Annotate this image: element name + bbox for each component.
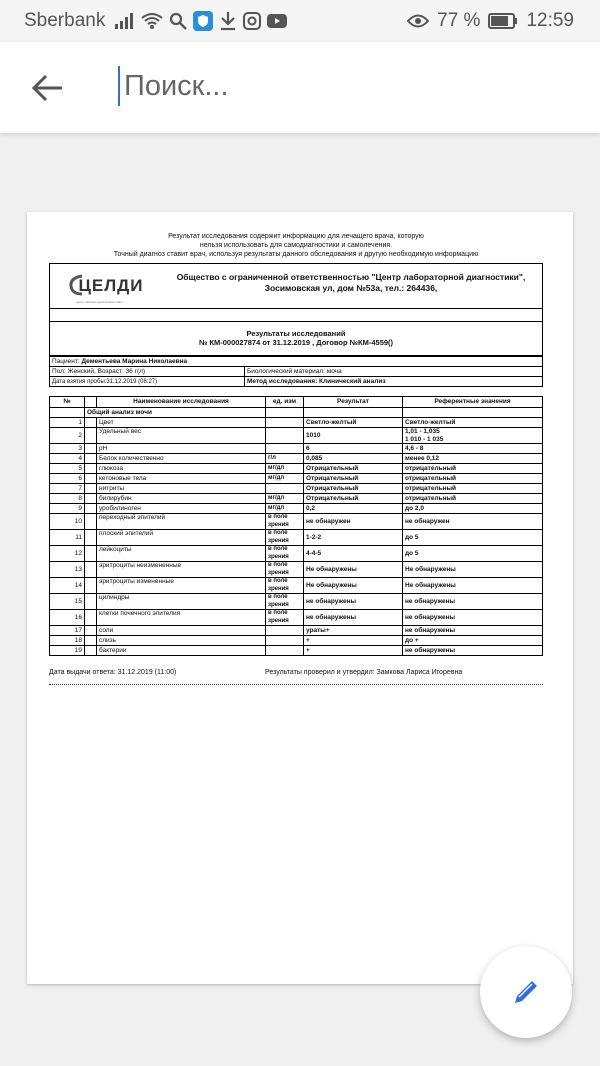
row-name: слизь — [97, 636, 266, 646]
row-number: 19 — [50, 646, 85, 656]
result-row — [50, 464, 543, 474]
row-result: не обнаружен — [304, 514, 403, 530]
row-number: 4 — [50, 454, 85, 464]
row-unit: в поле зрения — [266, 610, 304, 626]
row-name: Белок количественно — [97, 454, 266, 464]
row-reference: не обнаружены — [403, 594, 543, 610]
row-unit: в поле зрения — [266, 562, 304, 578]
row-name: билирубин — [97, 494, 266, 504]
row-number: 6 — [50, 474, 85, 484]
row-number: 16 — [50, 610, 85, 626]
search-icon — [169, 12, 187, 30]
sex-age: Пол: Женский, Возраст: 36 г(л) — [50, 367, 245, 377]
result-row — [50, 514, 543, 530]
row-result: 4-4-5 — [304, 546, 403, 562]
result-row — [50, 474, 543, 484]
row-blank — [85, 484, 97, 494]
row-blank — [85, 504, 97, 514]
patient-name: Дементьева Марина Николаевна — [81, 358, 188, 365]
clock: 12:59 — [526, 10, 574, 31]
row-result: ураты+ — [304, 626, 403, 636]
result-row — [50, 626, 543, 636]
row-blank — [85, 626, 97, 636]
col-result: Результат — [304, 397, 403, 408]
battery-percent: 77 % — [437, 10, 481, 31]
row-blank — [85, 428, 97, 444]
row-result: Светло-желтый — [304, 418, 403, 428]
row-result: Отрицательный — [304, 484, 403, 494]
result-row — [50, 530, 543, 546]
row-number: 1 — [50, 418, 85, 428]
row-blank — [85, 418, 97, 428]
row-reference: Не обнаружены — [403, 562, 543, 578]
dotted-divider — [49, 684, 543, 685]
row-blank — [85, 530, 97, 546]
row-blank — [85, 464, 97, 474]
col-unit: ед. изм — [266, 397, 304, 408]
row-reference: 1,01 - 1,035 1 010 - 1 035 — [403, 428, 543, 444]
row-blank — [85, 562, 97, 578]
download-icon — [219, 11, 237, 31]
row-blank — [85, 636, 97, 646]
row-number: 15 — [50, 594, 85, 610]
row-blank — [85, 444, 97, 454]
shield-icon — [193, 11, 213, 31]
row-unit: в поле зрения — [266, 514, 304, 530]
logo-mark-icon — [68, 274, 86, 296]
report-footer — [49, 669, 543, 676]
table-spacer — [49, 387, 543, 396]
row-name: глюкоза — [97, 464, 266, 474]
battery-icon — [488, 13, 518, 29]
youtube-icon — [267, 13, 287, 29]
row-result: Не обнаружены — [304, 562, 403, 578]
row-blank — [85, 546, 97, 562]
row-name: переходный эпителий — [97, 514, 266, 530]
row-number: 2 — [50, 428, 85, 444]
patient-info-table — [49, 356, 543, 387]
row-name: плоский эпителий — [97, 530, 266, 546]
row-name: уробилиноген — [97, 504, 266, 514]
row-reference: Светло-желтый — [403, 418, 543, 428]
row-number: 18 — [50, 636, 85, 646]
row-number: 10 — [50, 514, 85, 530]
result-row — [50, 454, 543, 464]
lab-logo — [50, 264, 160, 308]
row-result: 1010 — [304, 428, 403, 444]
row-reference: отрицательный — [403, 484, 543, 494]
instagram-icon — [243, 12, 261, 30]
row-name: кетоновые тела — [97, 474, 266, 484]
results-table — [49, 396, 543, 656]
row-number: 11 — [50, 530, 85, 546]
result-row — [50, 444, 543, 454]
method: Метод исследования: Клинический анализ — [245, 377, 543, 387]
row-unit — [266, 636, 304, 646]
row-reference: отрицательный — [403, 494, 543, 504]
signal-icon — [115, 13, 135, 29]
row-name: лейкоциты — [97, 546, 266, 562]
row-result: 6 — [304, 444, 403, 454]
row-result: Отрицательный — [304, 464, 403, 474]
row-blank — [85, 494, 97, 504]
row-unit: мг/дл — [266, 494, 304, 504]
row-name: соли — [97, 626, 266, 636]
pencil-icon — [510, 976, 542, 1008]
row-number: 12 — [50, 546, 85, 562]
row-unit — [266, 428, 304, 444]
row-unit — [266, 646, 304, 656]
row-reference: не обнаружены — [403, 626, 543, 636]
row-unit: г/л — [266, 454, 304, 464]
row-name: нитриты — [97, 484, 266, 494]
row-number: 7 — [50, 484, 85, 494]
row-blank — [85, 474, 97, 484]
result-row — [50, 562, 543, 578]
row-number: 3 — [50, 444, 85, 454]
status-right — [407, 0, 574, 42]
result-row — [50, 546, 543, 562]
row-name: эритроциты неизмененные — [97, 562, 266, 578]
row-name: эритроциты измененные — [97, 578, 266, 594]
row-reference: не обнаружены — [403, 646, 543, 656]
row-number: 13 — [50, 562, 85, 578]
col-name: Наименование исследования — [97, 397, 266, 408]
row-unit — [266, 626, 304, 636]
row-reference: до + — [403, 636, 543, 646]
row-number: 17 — [50, 626, 85, 636]
row-unit — [266, 484, 304, 494]
row-name: клетки почечного эпителия — [97, 610, 266, 626]
material: Биологический материал: моча — [245, 367, 543, 377]
row-blank — [85, 454, 97, 464]
row-reference: до 5 — [403, 546, 543, 562]
row-reference: отрицательный — [403, 474, 543, 484]
row-reference: до 2,0 — [403, 504, 543, 514]
arrow-left-icon[interactable] — [30, 70, 66, 106]
result-row — [50, 636, 543, 646]
row-unit: мг/дл — [266, 464, 304, 474]
row-number: 14 — [50, 578, 85, 594]
row-result: не обнаружены — [304, 594, 403, 610]
logo-text: ЦЕЛДИ — [78, 276, 144, 295]
row-reference: Не обнаружены — [403, 578, 543, 594]
sample-date: Дата взятия пробы:31.12.2019 (08:27) — [50, 377, 245, 387]
approved-by: Результаты проверил и утвердил: Замкова Лариса Игоревна — [265, 669, 463, 676]
row-result: + — [304, 646, 403, 656]
row-blank — [85, 578, 97, 594]
row-name: цилиндры — [97, 594, 266, 610]
row-number: 5 — [50, 464, 85, 474]
row-blank — [85, 594, 97, 610]
wifi-icon — [141, 12, 163, 30]
row-number: 8 — [50, 494, 85, 504]
app-bar — [0, 42, 600, 133]
row-reference: не обнаружены — [403, 610, 543, 626]
result-row — [50, 418, 543, 428]
row-name: бактерии — [97, 646, 266, 656]
row-unit: в поле зрения — [266, 594, 304, 610]
row-unit: в поле зрения — [266, 530, 304, 546]
row-reference: до 5 — [403, 530, 543, 546]
row-result: Отрицательный — [304, 494, 403, 504]
result-row — [50, 428, 543, 444]
col-reference: Референтные значения — [403, 397, 543, 408]
row-reference: не обнаружен — [403, 514, 543, 530]
row-unit — [266, 418, 304, 428]
result-row — [50, 578, 543, 594]
row-unit — [266, 444, 304, 454]
status-icons — [115, 11, 287, 31]
lab-report — [49, 232, 543, 685]
row-result: 0,085 — [304, 454, 403, 464]
result-row — [50, 484, 543, 494]
row-result: Отрицательный — [304, 474, 403, 484]
document-page — [27, 212, 573, 984]
row-result: 0,2 — [304, 504, 403, 514]
row-result: Не обнаружены — [304, 578, 403, 594]
row-unit: в поле зрения — [266, 578, 304, 594]
search-input[interactable] — [118, 66, 524, 106]
issue-date: Дата выдачи ответа: 31.12.2019 (11:00) — [49, 669, 177, 676]
row-name: pH — [97, 444, 266, 454]
edit-button[interactable] — [480, 946, 572, 1038]
row-result: + — [304, 636, 403, 646]
report-header — [49, 263, 543, 309]
eye-icon — [407, 13, 429, 29]
group-title: Общий анализ мочи — [85, 408, 266, 418]
result-row — [50, 594, 543, 610]
row-blank — [85, 514, 97, 530]
row-reference: отрицательный — [403, 464, 543, 474]
result-row — [50, 610, 543, 626]
col-number: № — [50, 397, 85, 408]
row-blank — [85, 610, 97, 626]
row-name: Удельный вес — [97, 428, 266, 444]
row-unit: мг/дл — [266, 474, 304, 484]
status-bar — [0, 0, 600, 42]
logo-subtitle: центр лабораторной диагностики — [76, 300, 123, 304]
results-title-block: Результаты исследований № КМ-000027874 от 31.12.2019 , Договор №КМ-4559() — [49, 322, 543, 356]
disclaimer: Результат исследования содержит информацию для лечащего врача, которую нельзя использовать для самодиагностики и самолечения. Точный диагноз ставит врач, используя результаты данного обследования и другую необходимую информацию — [113, 233, 479, 258]
carrier-name: Sberbank — [24, 10, 106, 31]
row-name: Цвет — [97, 418, 266, 428]
result-row — [50, 646, 543, 656]
patient-cell: Пациент: Дементьева Марина Николаевна — [50, 357, 543, 367]
row-blank — [85, 646, 97, 656]
result-row — [50, 504, 543, 514]
row-unit: в поле зрения — [266, 546, 304, 562]
result-row — [50, 494, 543, 504]
header-spacer — [49, 309, 543, 322]
row-result: 1-2-2 — [304, 530, 403, 546]
row-reference: менее 0,12 — [403, 454, 543, 464]
row-reference: 4,6 - 8 — [403, 444, 543, 454]
row-unit: мг/дл — [266, 504, 304, 514]
row-number: 9 — [50, 504, 85, 514]
row-result: не обнаружены — [304, 610, 403, 626]
organization-info: Общество с ограниченной ответственностью "Центр лабораторной диагностики", Зосимовская ул, дом №53а, тел.: 264436, — [176, 272, 526, 293]
